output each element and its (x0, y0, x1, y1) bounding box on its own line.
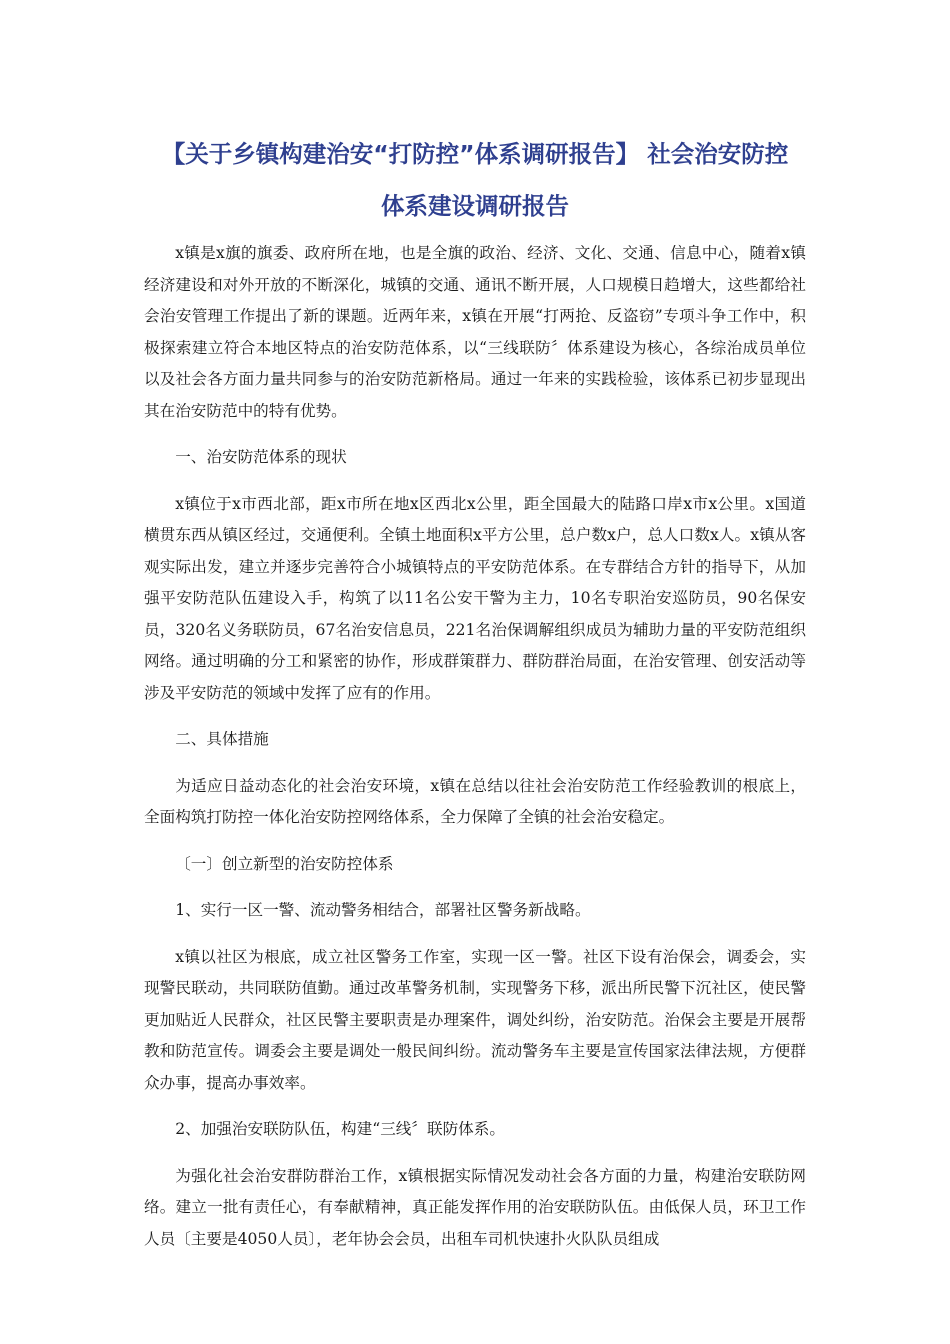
section-heading-measures: 二、具体措施 (175, 730, 269, 748)
item-heading-2: 2、加强治安联防队伍，构建“三线〞联防体系。 (175, 1120, 505, 1138)
item-paragraph-1: x镇以社区为根底，成立社区警务工作室，实现一区一警。社区下设有治保会，调委会，实现警民联动，共同联防值勤。通过改革警务机制，实现警务下移，派出所民警下沉社区，使民警更加贴近人民群众，社区民警主要职责是办理案件，调处纠纷，治安防范。治保会主要是开展帮教和防范宣传。调委会主要是调处一般民间纠纷。流动警务车主要是宣传国家法律法规，方便群众办事，提高办事效率。 (144, 947, 806, 1092)
subsection-heading-1: 〔一〕创立新型的治安防控体系 (175, 854, 394, 873)
item-heading-1: 1、实行一区一警、流动警务相结合，部署社区警务新战略。 (175, 901, 591, 919)
status-paragraph: x镇位于x市西北部，距x市所在地x区西北x公里，距全国最大的陆路口岸x市x公里。x国道横贯东西从镇区经过，交通便利。全镇土地面积x平方公里，总户数x户，总人口数x人。x镇从客观实际出发，建立并逐步完善符合小城镇特点的平安防范体系。在专群结合方针的指导下，从加强平安防范队伍建设入手，构筑了以11名公安干警为主力，10名专职治安巡防员，90名保安员，320名义务联防员，67名治安信息员，221名治保调解组织成员为辅助力量的平安防范组织网络。通过明确的分工和紧密的协作，形成群策群力、群防群治局面，在治安管理、创安活动等涉及平安防范的领域中发挥了应有的作用。 (144, 494, 806, 702)
title-line-1: 【关于乡镇构建治安“打防控”体系调研报告】 社会治安防控 (161, 140, 789, 168)
measures-paragraph: 为适应日益动态化的社会治安环境，x镇在总结以往社会治安防范工作经验教训的根底上，全面构筑打防控一体化治安防控网络体系，全力保障了全镇的社会治安稳定。 (144, 776, 806, 826)
intro-paragraph: x镇是x旗的旗委、政府所在地，也是全旗的政治、经济、文化、交通、信息中心，随着x镇经济建设和对外开放的不断深化，城镇的交通、通讯不断开展，人口规模日趋增大，这些都给社会治安管理工作提出了新的课题。近两年来，x镇在开展“打两抢、反盗窃”专项斗争工作中，积极探索建立符合本地区特点的治安防范体系，以“三线联防〞体系建设为核心，各综治成员单位以及社会各方面力量共同参与的治安防范新格局。通过一年来的实践检验，该体系已初步显现出其在治安防范中的特有优势。 (144, 244, 806, 420)
document-title (130, 128, 820, 232)
item-paragraph-2: 为强化社会治安群防群治工作，x镇根据实际情况发动社会各方面的力量，构建治安联防网络。建立一批有责任心，有奉献精神，真正能发挥作用的治安联防队伍。由低保人员，环卫工作人员〔主要是4050人员〕，老年协会会员，出租车司机快速扑火队队员组成 (144, 1166, 806, 1248)
title-line-2: 体系建设调研报告 (381, 192, 569, 220)
section-heading-status: 一、治安防范体系的现状 (175, 448, 347, 466)
